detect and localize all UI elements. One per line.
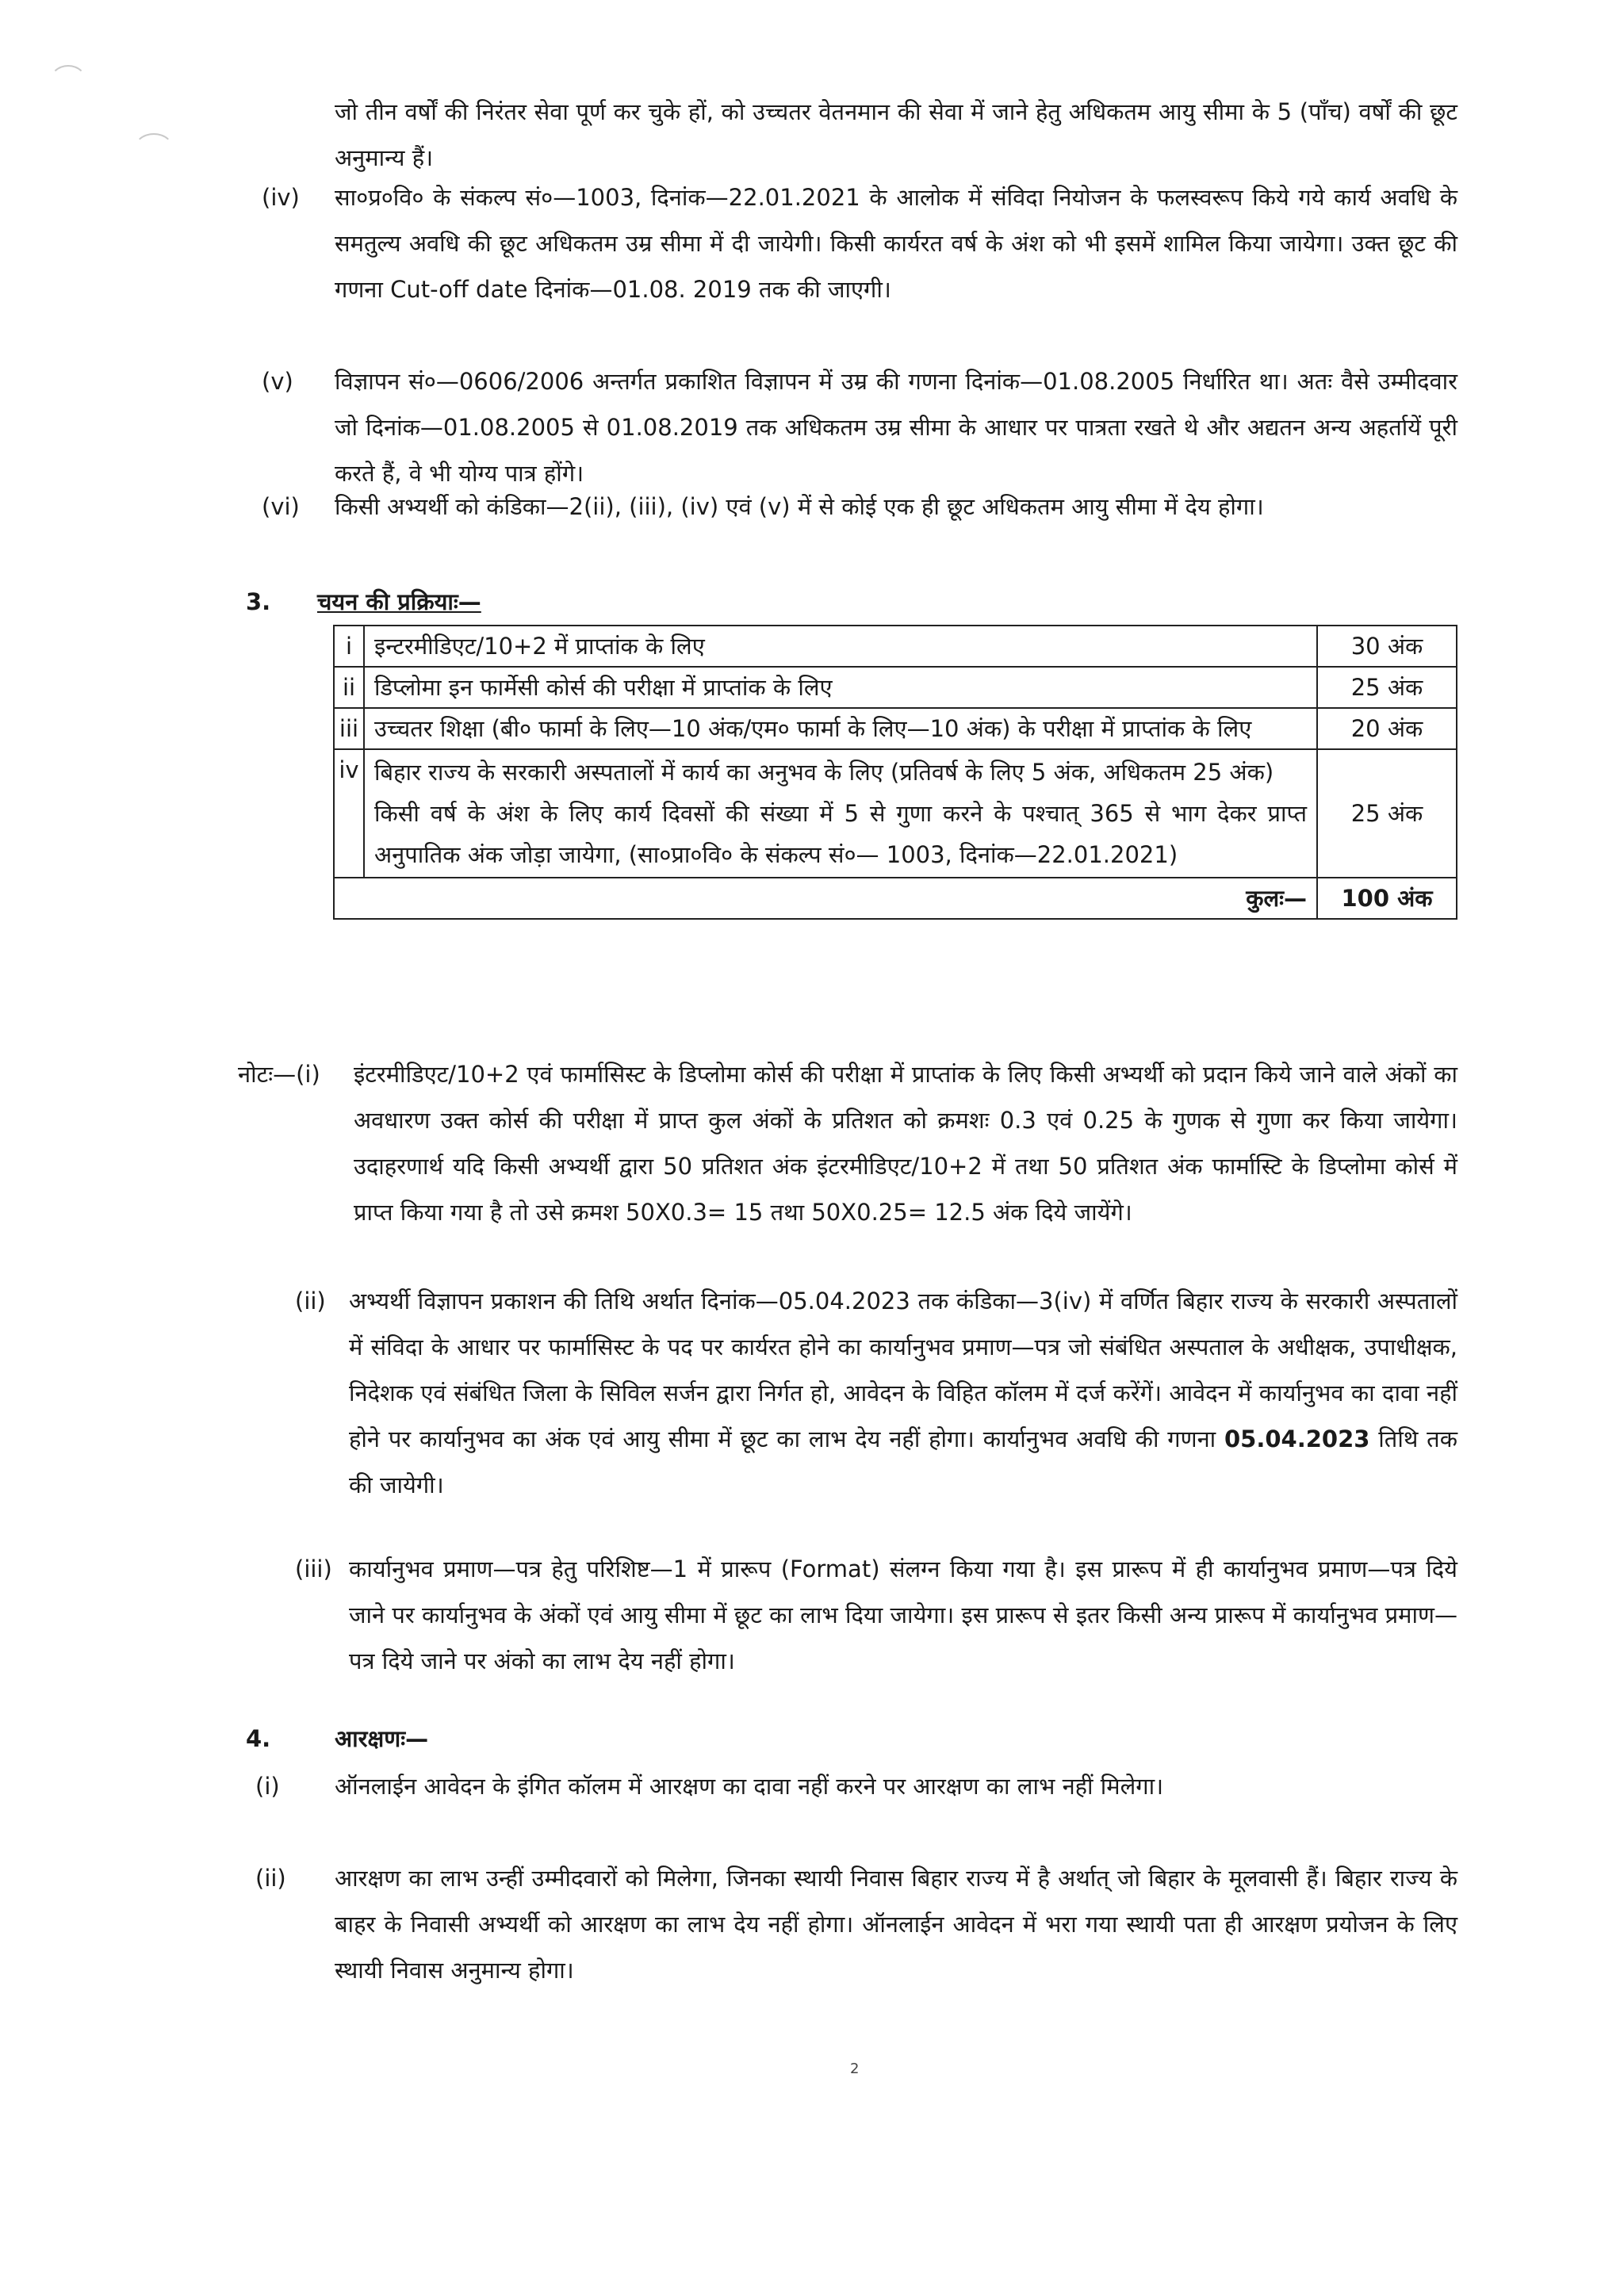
section-title: चयन की प्रक्रियाः— xyxy=(317,588,481,615)
row-description-part-1: बिहार राज्य के सरकारी अस्पतालों में कार्य का अनुभव के लिए (प्रतिवर्ष के लिए 5 अंक, अधिकतम 25 अंक) xyxy=(374,759,1274,786)
note-text xyxy=(349,1278,1457,1508)
reservation-point-ii xyxy=(255,1855,1457,1993)
section-3-heading xyxy=(246,579,722,625)
table-row xyxy=(334,708,1457,749)
point-number: (vi) xyxy=(262,493,300,520)
section-title: आरक्षणः— xyxy=(335,1725,429,1752)
section-number: 4. xyxy=(246,1725,271,1752)
scan-mark xyxy=(133,133,174,168)
row-marks: 20 अंक xyxy=(1317,708,1457,749)
note-number: (ii) xyxy=(295,1288,326,1314)
point-text: आरक्षण का लाभ उन्हीं उम्मीदवारों को मिलेगा, जिनका स्थायी निवास बिहार राज्य में है अर्थात् जो बिहार के मूलवासी हैं। बिहार राज्य के बाहर के निवासी अभ्यर्थी को आरक्षण का लाभ देय नहीं होगा। ऑनलाईन आवेदन में भरा गया स्थायी पता ही आरक्षण प्रयोजन के लिए स्थायी निवास अनुमान्य होगा। xyxy=(335,1865,1457,1984)
scan-mark xyxy=(49,65,87,100)
section-number: 3. xyxy=(246,588,271,615)
row-description: डिप्लोमा इन फार्मेसी कोर्स की परीक्षा में प्राप्तांक के लिए xyxy=(364,667,1317,708)
note-number: (iii) xyxy=(295,1556,332,1582)
selection-marks-table xyxy=(333,625,1457,920)
row-marks: 30 अंक xyxy=(1317,626,1457,667)
note-label: नोटः— xyxy=(238,1061,297,1088)
point-v xyxy=(262,358,1457,496)
note-text-part-a: अभ्यर्थी विज्ञापन प्रकाशन की तिथि अर्थात दिनांक—05.04.2023 तक कंडिका—3(iv) में वर्णित बिहार राज्य के सरकारी अस्पतालों में संविदा के आधार पर फार्मासिस्ट के पद पर कार्यरत होने का कार्यानुभव प्रमाण—पत्र जो संबंधित अस्पताल के अधीक्षक, उपाधीक्षक, निदेशक एवं संबंधित जिला के सिविल सर्जन द्वारा निर्गत हो, आवेदन के विहित कॉलम में दर्ज करेंगें। आवेदन में कार्यानुभव का दावा नहीं होने पर कार्यानुभव का अंक एवं आयु सीमा में छूट का लाभ देय नहीं होगा। कार्यानुभव अवधि की गणना xyxy=(349,1288,1457,1452)
row-number: i xyxy=(334,626,364,667)
row-number: ii xyxy=(334,667,364,708)
row-number: iii xyxy=(334,708,364,749)
section-4-heading xyxy=(246,1716,722,1762)
total-label: कुलः— xyxy=(334,878,1317,919)
page-number: 2 xyxy=(850,2061,860,2077)
intro-paragraph: जो तीन वर्षों की निरंतर सेवा पूर्ण कर चुके हों, को उच्चतर वेतनमान की सेवा में जाने हेतु अधिकतम आयु सीमा के 5 (पाँच) वर्षों की छूट अनुमान्य हैं। xyxy=(335,98,1457,171)
row-description xyxy=(364,749,1317,878)
point-text: किसी अभ्यर्थी को कंडिका—2(ii), (iii), (iv) एवं (v) में से कोई एक ही छूट अधिकतम आयु सीमा में देय होगा। xyxy=(335,493,1264,520)
note-iii xyxy=(295,1546,1457,1684)
reservation-point-i xyxy=(255,1763,1457,1809)
row-description: उच्चतर शिक्षा (बी० फार्मा के लिए—10 अंक/एम० फार्मा के लिए—10 अंक) के परीक्षा में प्राप्तांक के लिए xyxy=(364,708,1317,749)
row-marks: 25 अंक xyxy=(1317,749,1457,878)
point-number: (i) xyxy=(255,1773,280,1800)
note-text: इंटरमीडिएट/10+2 एवं फार्मासिस्ट के डिप्लोमा कोर्स की परीक्षा में प्राप्तांक के लिए किसी अभ्यर्थी को प्रदान किये जाने वाले अंकों का अवधारण उक्त कोर्स की परीक्षा में प्राप्त कुल अंकों के प्रतिशत को क्रमशः 0.3 एवं 0.25 के गुणक से गुणा कर किया जायेगा। उदाहरणार्थ यदि किसी अभ्यर्थी द्वारा 50 प्रतिशत अंक इंटरमीडिएट/10+2 में तथा 50 प्रतिशत अंक फार्मास्टि के डिप्लोमा कोर्स में प्राप्त किया गया है तो उसे क्रमश 50X0.3= 15 तथा 50X0.25= 12.5 अंक दिये जायेंगे। xyxy=(354,1061,1457,1226)
note-prefix xyxy=(238,1051,335,1097)
point-text: ऑनलाईन आवेदन के इंगित कॉलम में आरक्षण का दावा नहीं करने पर आरक्षण का लाभ नहीं मिलेगा। xyxy=(335,1773,1164,1800)
table-row xyxy=(334,626,1457,667)
point-text: विज्ञापन सं०—0606/2006 अन्तर्गत प्रकाशित विज्ञापन में उम्र की गणना दिनांक—01.08.2005 निर्धारित था। अतः वैसे उम्मीदवार जो दिनांक—01.08.2005 से 01.08.2019 तक अधिकतम उम्र सीमा के आधार पर पात्रता रखते थे और अद्यतन अन्य अहर्तायें पूरी करते हैं, वे भी योग्य पात्र होंगे। xyxy=(335,368,1457,487)
note-text-bold-date: 05.04.2023 xyxy=(1224,1425,1370,1452)
table-total-row xyxy=(334,878,1457,919)
note-text-part-b: तिथि तक की जायेगी। xyxy=(349,1425,1457,1498)
row-number: iv xyxy=(334,749,364,878)
row-description-part-2: किसी वर्ष के अंश के लिए कार्य दिवसों की संख्या में 5 से गुणा करने के पश्चात् 365 से भाग देकर प्राप्त अनुपातिक अंक जोड़ा जायेगा, (सा०प्रा०वि० के संकल्प सं०— 1003, दिनांक—22.01.2021) xyxy=(374,800,1307,868)
point-iv xyxy=(262,174,1457,312)
point-number: (v) xyxy=(262,368,293,395)
note-i xyxy=(238,1051,1457,1235)
total-value: 100 अंक xyxy=(1317,878,1457,919)
table-row xyxy=(334,749,1457,878)
row-description: इन्टरमीडिएट/10+2 में प्राप्तांक के लिए xyxy=(364,626,1317,667)
note-text: कार्यानुभव प्रमाण—पत्र हेतु परिशिष्ट—1 में प्रारूप (Format) संलग्न किया गया है। इस प्रारूप में ही कार्यानुभव प्रमाण—पत्र दिये जाने पर कार्यानुभव के अंकों एवं आयु सीमा में छूट का लाभ दिया जायेगा। इस प्रारूप से इतर किसी अन्य प्रारूप में कार्यानुभव प्रमाण—पत्र दिये जाने पर अंको का लाभ देय नहीं होगा। xyxy=(349,1556,1457,1674)
point-number: (ii) xyxy=(255,1865,286,1892)
point-vi xyxy=(262,484,1457,530)
row-marks: 25 अंक xyxy=(1317,667,1457,708)
note-ii xyxy=(295,1278,1457,1508)
note-number: (i) xyxy=(296,1061,320,1088)
table-row xyxy=(334,667,1457,708)
point-number: (iv) xyxy=(262,184,300,211)
point-text: सा०प्र०वि० के संकल्प सं०—1003, दिनांक—22.01.2021 के आलोक में संविदा नियोजन के फलस्वरूप किये गये कार्य अवधि के समतुल्य अवधि की छूट अधिकतम उम्र सीमा में दी जायेगी। किसी कार्यरत वर्ष के अंश को भी इसमें शामिल किया जायेगा। उक्त छूट की गणना Cut-off date दिनांक—01.08. 2019 तक की जाएगी। xyxy=(335,184,1457,303)
